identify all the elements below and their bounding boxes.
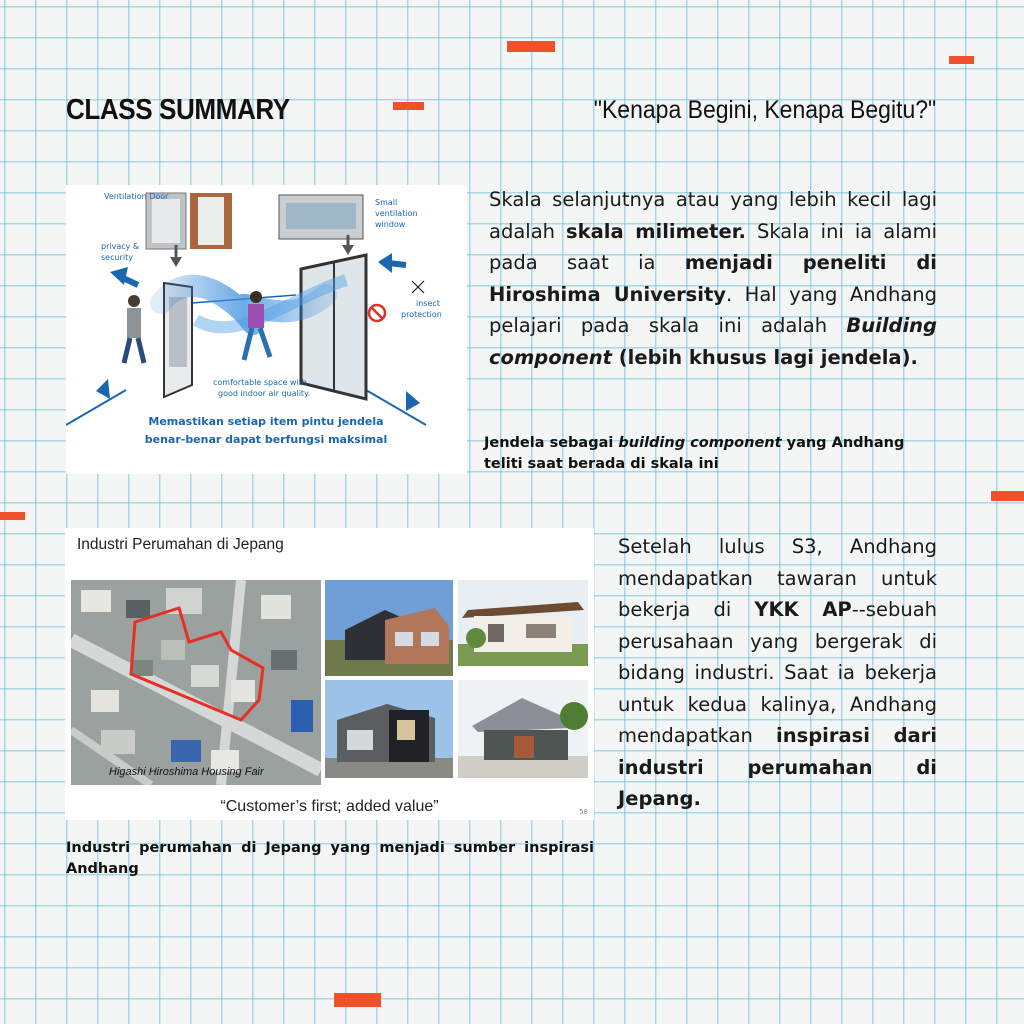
caption-window-component (484, 433, 924, 475)
house-photo-2 (458, 580, 588, 666)
text-bold: skala milimeter. (566, 219, 746, 243)
text: --sebuah perusahaan yang bergerak di bidang industri. Saat ia bekerja untuk kedua kalinya, Andhang mendapatkan (618, 598, 938, 747)
accent-dash (334, 993, 381, 1007)
slide-title: Industri Perumahan di Jepang (77, 536, 284, 553)
label-air-quality: good indoor air quality. (218, 389, 311, 398)
housing-industry-slide (65, 528, 594, 820)
paragraph-skala-milimeter (489, 184, 937, 373)
paragraph-ykk-ap (618, 531, 937, 815)
text: Skala selanjutnya atau yang lebih kecil lagi adalah (489, 188, 937, 243)
slide-page-number: 58 (579, 808, 588, 816)
caption-housing-industry: Industri perumahan di Jepang yang menjadi sumber inspirasi Andhang (66, 840, 594, 877)
text-italic: building component (618, 435, 782, 451)
accent-dash (0, 512, 25, 520)
label-privacy: privacy & (101, 242, 140, 251)
text-bold-italic: Building component (489, 314, 937, 369)
text: Jendela sebagai (484, 435, 619, 451)
label-small-ventilation-2: ventilation (375, 209, 418, 218)
label-security: security (101, 253, 133, 262)
text-bold: (lebih khusus lagi jendela). (611, 345, 918, 369)
text: Setelah lulus S3, Andhang mendapatkan tawaran untuk bekerja di (618, 535, 937, 621)
map-caption: Higashi Hiroshima Housing Fair (109, 766, 264, 778)
window-diagram-image (66, 185, 467, 474)
label-small-ventilation-3: window (375, 220, 406, 229)
aerial-map-image (71, 580, 321, 785)
house-photo-3 (325, 680, 453, 778)
text-bold: YKK AP (754, 598, 852, 621)
text: . Hal yang Andhang pelajari pada skala ini adalah (489, 282, 937, 337)
label-ventilation-door: Ventilation Door (104, 192, 169, 201)
accent-dash (991, 491, 1024, 501)
label-comfortable: comfortable space with (213, 378, 307, 387)
page-subtitle: "Kenapa Begini, Kenapa Begitu?" (593, 96, 936, 124)
text: Skala ini ia alami pada saat ia (489, 219, 938, 274)
house-photo-1 (325, 580, 453, 676)
text-bold: inspirasi dari industri perumahan di Jepang. (618, 724, 938, 810)
label-insect: insect (416, 299, 440, 308)
slide-quote: “Customer’s first; added value” (220, 798, 439, 815)
label-small-ventilation: Small (375, 198, 398, 207)
window-diagram (66, 185, 467, 474)
text: yang Andhang teliti saat berada di skala ini (484, 435, 905, 472)
house-photo-4 (458, 680, 588, 778)
accent-dash (949, 56, 974, 64)
diagram-footer-2: benar-benar dapat berfungsi maksimal (144, 433, 388, 446)
text-bold: menjadi peneliti di Hiroshima University (489, 251, 937, 306)
label-protection: protection (401, 310, 442, 319)
diagram-footer-1: Memastikan setiap item pintu jendela (148, 415, 384, 428)
page-title: CLASS SUMMARY (66, 94, 290, 126)
accent-dash (393, 102, 424, 110)
accent-dash (507, 41, 555, 52)
